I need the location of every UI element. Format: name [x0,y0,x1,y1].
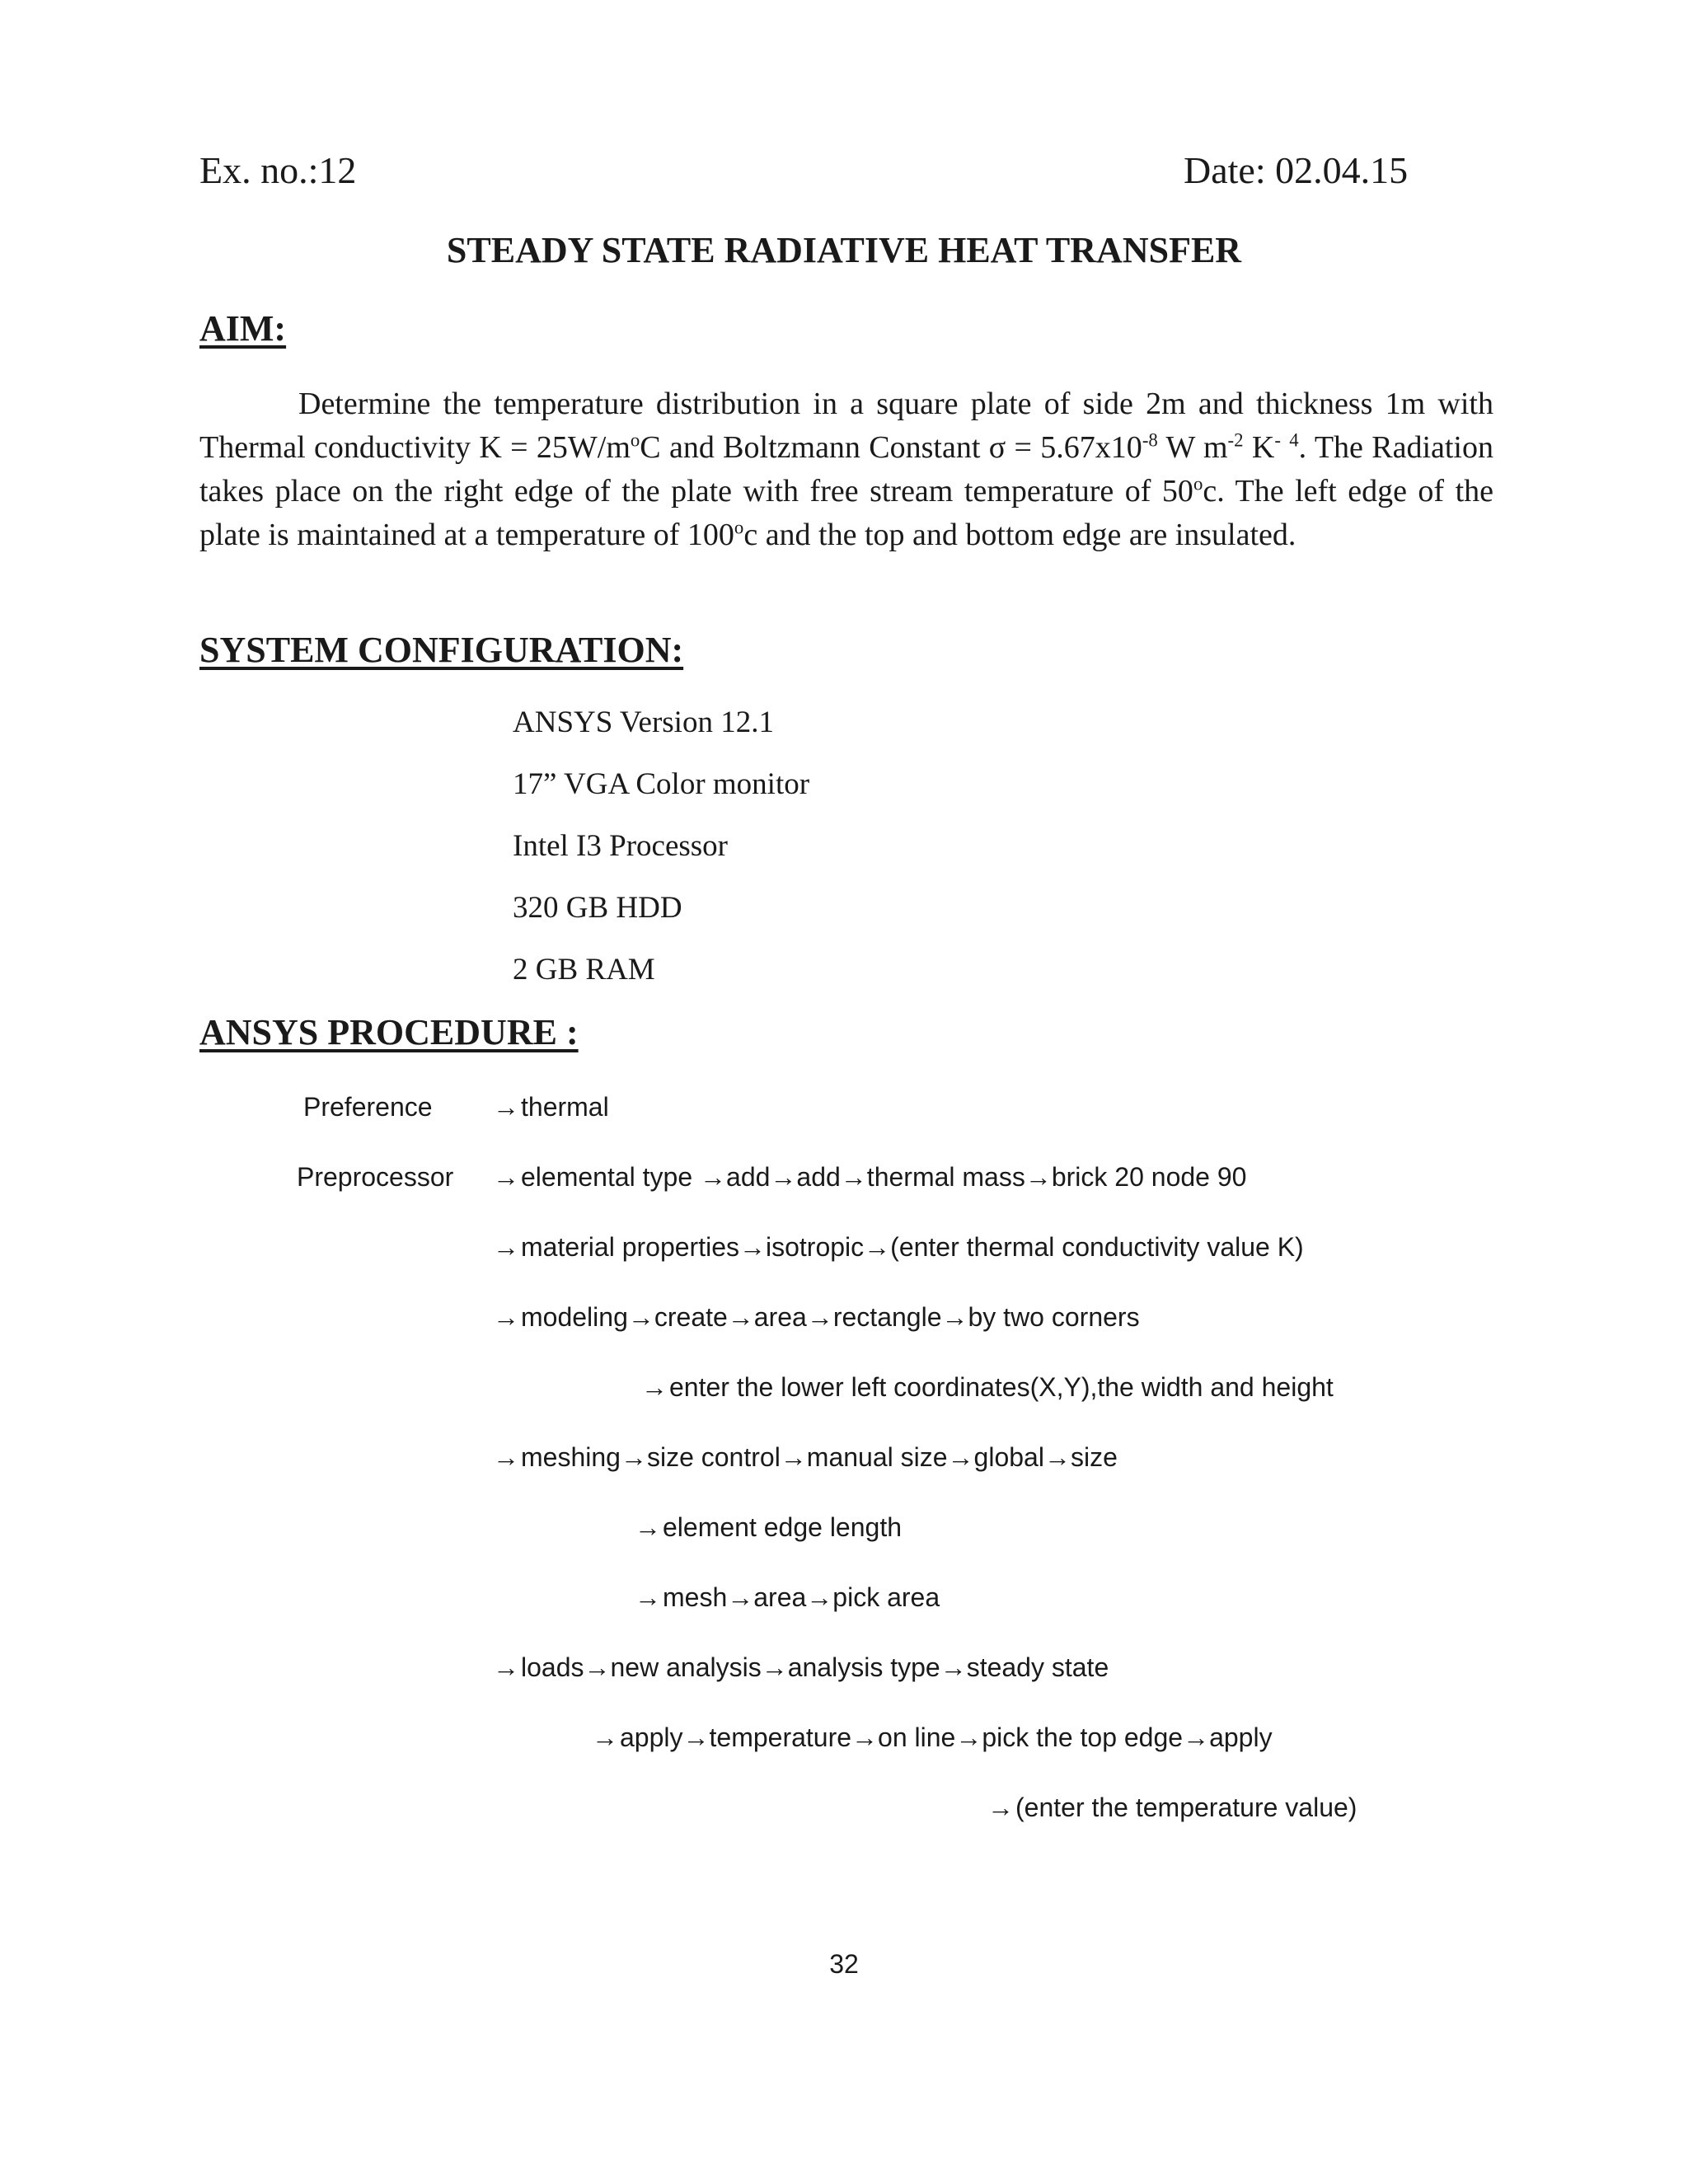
config-item: Intel I3 Processor [513,829,728,863]
page-title: STEADY STATE RADIATIVE HEAT TRANSFER [446,230,1242,270]
procedure-step: →loads→new analysis→analysis type→steady state [493,1652,1109,1682]
system-configuration-heading: SYSTEM CONFIGURATION: [199,630,684,670]
procedure-step: →elemental type →add→add→thermal mass→brick 20 node 90 [493,1162,1247,1192]
config-item: 2 GB RAM [513,953,655,987]
procedure-step: →apply→temperature→on line→pick the top edge→apply [592,1722,1273,1752]
config-item: 320 GB HDD [513,891,682,925]
procedure-step: →meshing→size control→manual size→global→size [493,1442,1118,1472]
procedure-step: →material properties→isotropic→(enter thermal conductivity value K) [493,1232,1304,1262]
procedure-step: →modeling→create→area→rectangle→by two corners [493,1302,1140,1332]
procedure-step: →thermal [493,1092,609,1122]
procedure-step: →element edge length [635,1512,902,1542]
procedure-step: →mesh→area→pick area [635,1582,940,1612]
config-item: 17” VGA Color monitor [513,767,810,801]
procedure-step: →enter the lower left coordinates(X,Y),the width and height [641,1372,1334,1402]
exercise-number: Ex. no.:12 [199,149,357,191]
ansys-procedure-heading: ANSYS PROCEDURE : [199,1012,579,1052]
procedure-step: →(enter the temperature value) [987,1793,1357,1822]
aim-paragraph: Determine the temperature distribution in a square plate of side 2m and thickness 1m with Thermal conductivity $K = 25W/m^oC$ and Boltzmann Constant $\sigma = 5.67x10^{-8}$ W $m^{-2}$ K- $^4$. The Radiation takes place on the right edge of the plate with free stream temperature of 50$^o$c. The left edge of the plate is maintained at a temperature of 100$^o$c and the top and bottom edge are insulated. [199,387,1493,552]
config-item: ANSYS Version 12.1 [513,705,774,739]
page-number: 32 [829,1949,859,1979]
preference-label: Preference [303,1092,433,1122]
preprocessor-label: Preprocessor [297,1162,454,1192]
aim-heading: AIM: [199,308,287,349]
date-label: Date: 02.04.15 [1184,149,1409,191]
